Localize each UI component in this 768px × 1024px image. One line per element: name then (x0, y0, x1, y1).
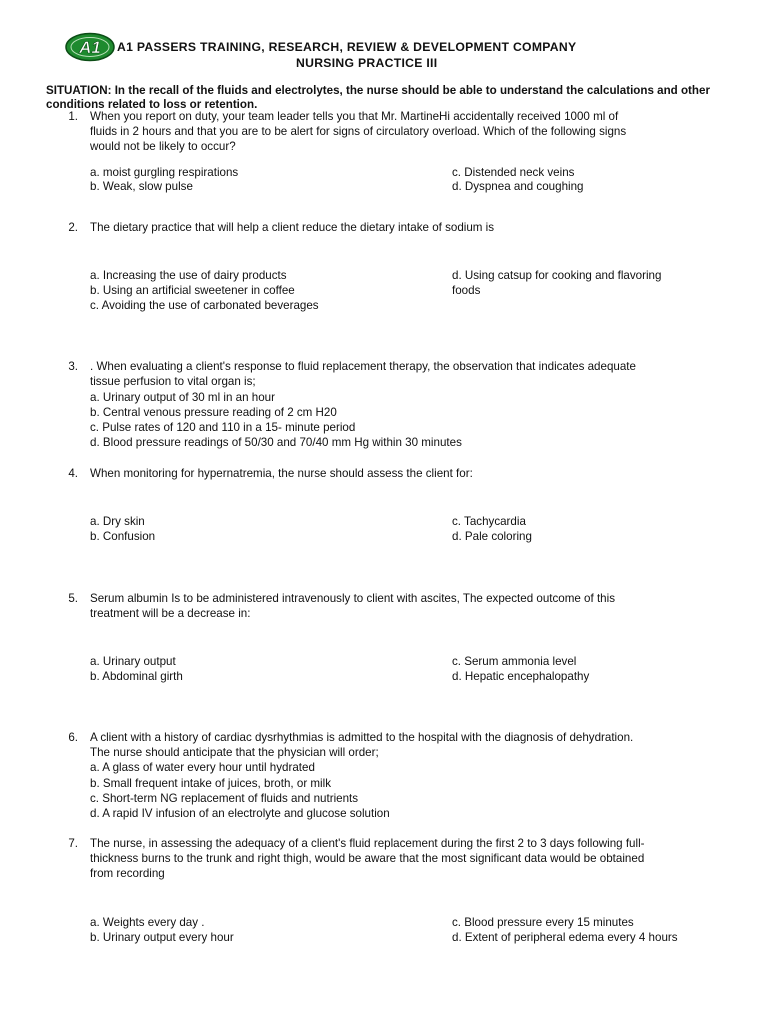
q3-option-b: b. Central venous pressure reading of 2 cm H20 (90, 406, 337, 419)
q2-option-d: d. Using catsup for cooking and flavoring (452, 269, 662, 282)
q2-option-a: a. Increasing the use of dairy products (90, 269, 287, 282)
q4-number: 4. (68, 467, 78, 480)
q2-option-c: c. Avoiding the use of carbonated beverages (90, 299, 319, 312)
company-name: A1 PASSERS TRAINING, RESEARCH, REVIEW & DEVELOPMENT COMPANY (117, 40, 577, 54)
q5-option-c: c. Serum ammonia level (452, 655, 577, 668)
q1-number: 1. (68, 110, 78, 123)
q1-stem-line2: fluids in 2 hours and that you are to be alert for signs of circulatory overload. Which of the following signs (90, 125, 627, 138)
q5-stem-line1: Serum albumin Is to be administered intravenously to client with ascites, The expected outcome of this (90, 592, 615, 605)
q2-option-d-cont: foods (452, 284, 481, 297)
q1-stem-line1: When you report on duty, your team leader tells you that Mr. MartineHi accidentally received 1000 ml of (90, 110, 619, 123)
situation-label: SITUATION: (46, 84, 112, 97)
company-logo (64, 32, 116, 62)
q1-option-d: d. Dyspnea and coughing (452, 180, 584, 193)
q7-option-c: c. Blood pressure every 15 minutes (452, 916, 634, 929)
q6-option-b: b. Small frequent intake of juices, broth, or milk (90, 777, 332, 790)
q1-option-b: b. Weak, slow pulse (90, 180, 193, 193)
q2-option-b: b. Using an artificial sweetener in coffee (90, 284, 295, 297)
q6-number: 6. (68, 731, 78, 744)
q4-option-d: d. Pale coloring (452, 530, 532, 543)
q3-option-c: c. Pulse rates of 120 and 110 in a 15- minute period (90, 421, 356, 434)
q7-number: 7. (68, 837, 78, 850)
q5-option-d: d. Hepatic encephalopathy (452, 670, 590, 683)
q4-option-b: b. Confusion (90, 530, 156, 543)
q5-option-b: b. Abdominal girth (90, 670, 183, 683)
q2-stem: The dietary practice that will help a client reduce the dietary intake of sodium is (90, 221, 495, 234)
q4-stem: When monitoring for hypernatremia, the nurse should assess the client for: (90, 467, 473, 480)
q7-stem-line1: The nurse, in assessing the adequacy of a client's fluid replacement during the first 2 to 3 days following full- (90, 837, 645, 850)
q3-stem-line2: tissue perfusion to vital organ is; (90, 375, 256, 388)
q1-option-c: c. Distended neck veins (452, 166, 575, 179)
q6-option-c: c. Short-term NG replacement of fluids and nutrients (90, 792, 359, 805)
q4-option-c: c. Tachycardia (452, 515, 526, 528)
q4-option-a: a. Dry skin (90, 515, 145, 528)
q2-number: 2. (68, 221, 78, 234)
q7-stem-line3: from recording (90, 867, 165, 880)
q3-option-a: a. Urinary output of 30 ml in an hour (90, 391, 275, 404)
q3-number: 3. (68, 360, 78, 373)
q6-option-d: d. A rapid IV infusion of an electrolyte and glucose solution (90, 807, 390, 820)
q6-stem-line1: A client with a history of cardiac dysrhythmias is admitted to the hospital with the diagnosis of dehydration. (90, 731, 634, 744)
q7-option-d: d. Extent of peripheral edema every 4 hours (452, 931, 678, 944)
q6-stem-line2: The nurse should anticipate that the physician will order; (90, 746, 379, 759)
q5-option-a: a. Urinary output (90, 655, 176, 668)
q7-option-a: a. Weights every day . (90, 916, 205, 929)
q3-option-d: d. Blood pressure readings of 50/30 and 70/40 mm Hg within 30 minutes (90, 436, 462, 449)
logo-text: A1 (79, 38, 101, 57)
situation-block (46, 84, 736, 111)
q7-option-b: b. Urinary output every hour (90, 931, 234, 944)
q6-option-a: a. A glass of water every hour until hydrated (90, 761, 315, 774)
document-subtitle: NURSING PRACTICE III (296, 56, 438, 70)
q1-option-a: a. moist gurgling respirations (90, 166, 239, 179)
situation-text: In the recall of the fluids and electrolytes, the nurse should be able to understand the calculations and other conditions related to loss or retention. (46, 84, 710, 111)
q5-stem-line2: treatment will be a decrease in: (90, 607, 251, 620)
q3-stem-line1: . When evaluating a client's response to fluid replacement therapy, the observation that indicates adequate (90, 360, 636, 373)
q1-stem-line3: would not be likely to occur? (90, 140, 236, 153)
q5-number: 5. (68, 592, 78, 605)
q7-stem-line2: thickness burns to the trunk and right thigh, would be aware that the most significant data would be obtained (90, 852, 645, 865)
